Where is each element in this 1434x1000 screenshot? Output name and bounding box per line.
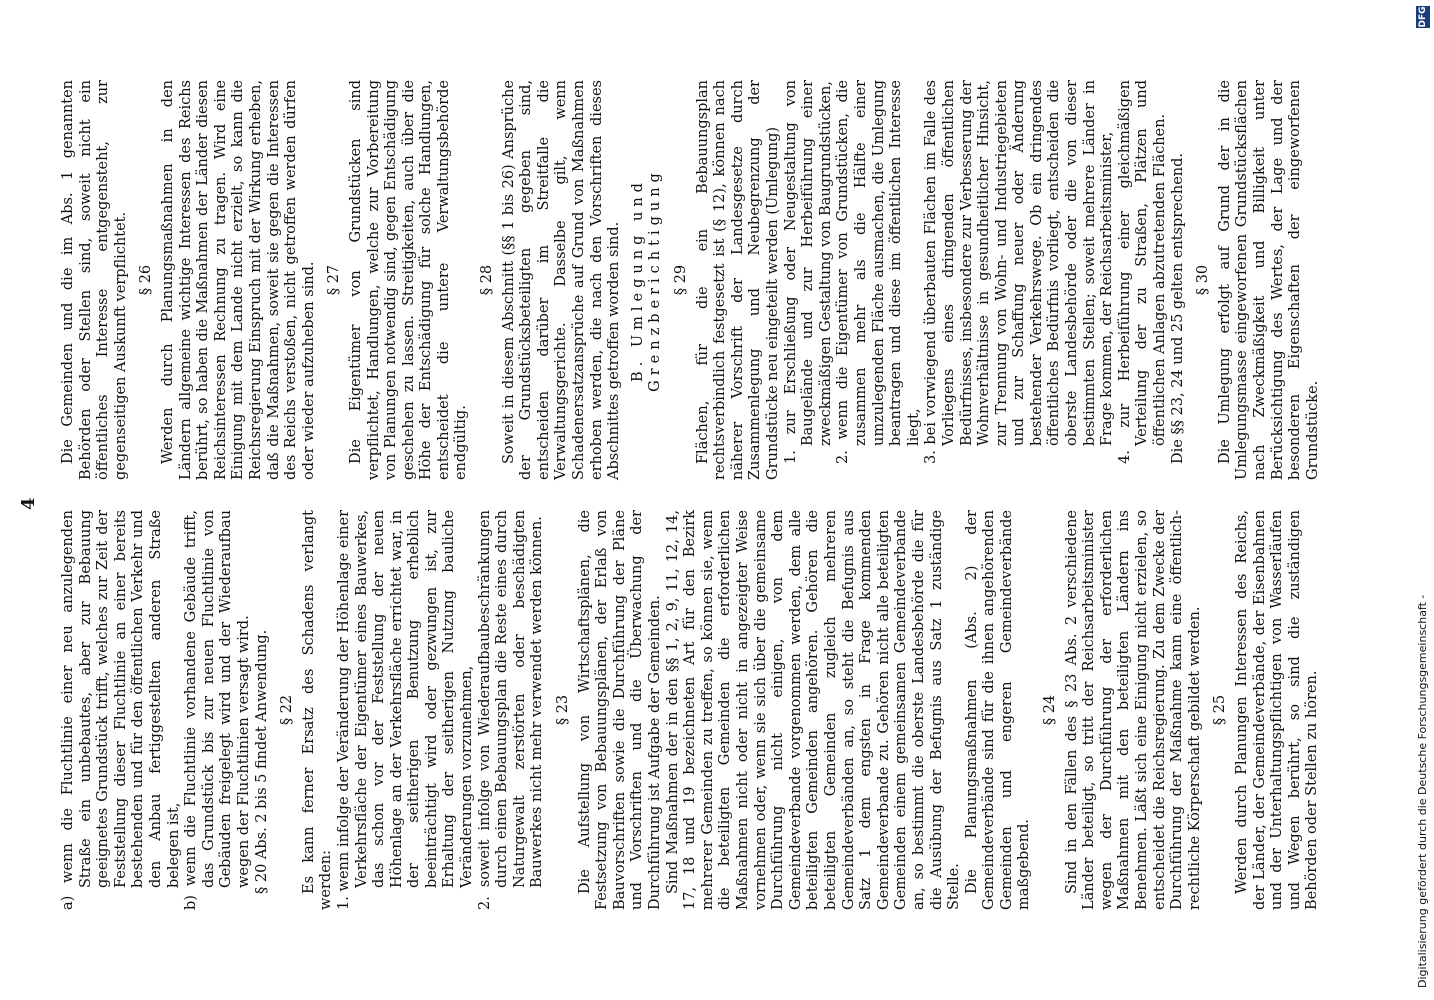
section-29-item-3: 3. bei vorwiegend überbauten Flächen im Falle des Vorliegens eines dringenden öffentlichen Bedürfnisses, insbesondere zur Verbesserung der Wohnverhältnisse in gesundheitlicher Hinsicht, zur Trennung von Wohn- und Industriegebieten und zur Schaffung neuer oder Änderung bestehender Verkehrswege. Ob ein dringendes öffentliches Bedürfnis vorliegt, entscheiden die oberste Landesbehörde oder die von dieser bestimmten Stellen; soweit mehrere Länder in Frage kommen, der Reichsarbeitsminister,: [923, 80, 1116, 464]
section-22-intro: Es kann ferner Ersatz des Schadens verlangt werden:: [300, 510, 335, 910]
section-23-title: § 23: [555, 694, 572, 726]
section-25-paragraph: Werden durch Planungen Interessen des Reichs, der Länder, der Gemeindeverbände, der Eisenbahnen und der Unterhaltungspflichtigen von Wasserläufen und Wegen berührt, so sind die zuständigen Behörden oder Stellen zu hören.: [1234, 510, 1321, 910]
section-23-paragraph-3: Die Planungsmaßnahmen (Abs. 2) der Gemeindeverbände sind für die ihnen angehörenden Gemeinden und engeren Gemeindeverbände maßgebend.: [963, 510, 1033, 910]
footer: [1414, 0, 1434, 1000]
section-30-title: § 30: [1195, 264, 1212, 296]
section-26-title: § 26: [138, 264, 155, 296]
section-29-title: § 29: [673, 264, 689, 296]
left-column: [60, 510, 1322, 910]
funding-note: Digitalisierung gefördert durch die Deutsche Forschungsgemeinschaft -: [1416, 594, 1429, 988]
clause-b-note: § 20 Abs. 2 bis 5 findet Anwendung.: [253, 629, 270, 894]
section-24-title: § 24: [1042, 694, 1059, 726]
page-number: 4: [18, 497, 39, 510]
section-29-item-2: 2. wenn die Eigentümer von Grundstücken, die zusammen mehr als die Hälfte einer umzulegenden Fläche ausmachen, die Umlegung beantragen und diese im öffentlichen Interesse liegt,: [835, 80, 922, 464]
section-24-paragraph: Sind in den Fällen des § 23 Abs. 2 verschiedene Länder beteiligt, so tritt der Reichsarbeitsminister wegen der Durchführung der erforderlichen Maßnahmen mit den beteiligten Ländern ins Benehmen. Läßt sich eine Einigung nicht erzielen, so entscheidet die Reichsregierung. Zu dem Zwecke der Durchführung der Maßnahme kann eine öffentlich-rechtliche Körperschaft gebildet werden.: [1063, 510, 1203, 910]
section-28-title: § 28: [479, 264, 496, 296]
section-25-continuation: Die Gemeinden und die im Abs. 1 genannten Behörden oder Stellen sind, soweit nicht ein öffentliches Interesse entgegensteht, zur gegenseitigen Auskunft verpflichtet.: [60, 80, 129, 480]
section-26-paragraph: Werden durch Planungsmaßnahmen in den Ländern allgemeine wichtige Interessen des Reichs berührt, so haben die Maßnahmen der Länder diesen Reichsinteressen Rechnung zu tragen. Wird eine Einigung mit dem Lande nicht erzielt, so kann die Reichsregierung Einspruch mit der Wirkung erheben, daß die Maßnahmen, soweit sie gegen die Interessen des Reichs verstoßen, nicht getroffen werden dürfen oder wieder aufzuheben sind.: [159, 80, 317, 480]
section-25-title: § 25: [1212, 694, 1229, 726]
section-23-paragraph-1: Die Aufstellung von Wirtschaftsplänen, die Festsetzung von Bebauungsplänen, der Erlaß von Bauvorschriften sowie die Durchführung der Pläne und Vorschriften und die Überwachung der Durchführung ist Aufgabe der Gemeinden.: [576, 510, 663, 910]
section-27-title: § 27: [326, 264, 343, 296]
section-29-item-4: 4. zur Herbeiführung einer gleichmäßigen Verteilung der zu Straßen, Plätzen und öffentlichen Anlagen abzutretenden Flächen.: [1116, 80, 1169, 464]
section-b-heading: B. Umlegung und Grenzberichtigung: [629, 168, 664, 392]
section-29-intro: Flächen, für die ein Bebauungsplan rechtsverbindlich festgesetzt ist (§ 12), können nach näherer Vorschrift der Landesgesetze durch Zusammenlegung und Neubegrenzung der Grundstücke neu eingeteilt werden (Umlegung): [694, 80, 781, 480]
dfg-logo: DFG: [1418, 6, 1428, 28]
section-28-paragraph: Soweit in diesem Abschnitt (§§ 1 bis 26) Ansprüche der Grundstücksbeteiligten gegeben sind, entscheiden darüber im Streitfalle die Verwaltungsgerichte. Dasselbe gilt, wenn Schadenersatzansprüche auf Grund von Maßnahmen erhoben werden, die nach den Vorschriften dieses Abschnittes getroffen worden sind.: [500, 80, 623, 480]
section-22-item-1: 1. wenn infolge der Veränderung der Höhenlage einer Verkehrsfläche der Eigentümer eines Bauwerkes, das schon vor der Feststellung der neuen Höhenlage an der Verkehrsfläche errichtet war, in der seitherigen Benutzung erheblich beeinträchtigt wird oder gezwungen ist, zur Erhaltung der seitherigen Nutzung bauliche Veränderungen vorzunehmen,: [335, 510, 476, 910]
clause-a: a) wenn die Fluchtlinie einer neu anzulegenden Straße ein unbebautes, aber zur Bebauung geeignetes Grundstück trifft, welches zur Zeit der Feststellung dieser Fluchtlinie an einer bereits bestehenden und für den öffentlichen Verkehr und den Anbau fertiggestellten anderen Straße belegen ist,: [60, 510, 182, 910]
section-29-closing: Die §§ 23, 24 und 25 gelten entsprechend.: [1169, 152, 1186, 464]
section-29-item-1: 1. zur Erschließung oder Neugestaltung von Baugelände und zur Herbeiführung einer zweckmäßigen Gestaltung von Baugrundstücken,: [782, 80, 834, 464]
section-30-paragraph: Die Umlegung erfolgt auf Grund der in die Umlegungsmasse eingeworfenen Grundstücksflächen nach Zweckmäßigkeit und Billigkeit unter Berücksichtigung des Wertes, der Lage und der besonderen Eigenschaften der eingeworfenen Grundstücke.: [1216, 80, 1321, 480]
clause-b: b) wenn die Fluchtlinie vorhandene Gebäude trifft, das Grundstück bis zur neuen Fluchtlinie von Gebäuden freigelegt wird und der Wiederaufbau wegen der Fluchtlinien versagt wird.: [183, 510, 252, 910]
section-27-paragraph: Die Eigentümer von Grundstücken sind verpflichtet, Handlungen, welche zur Vorbereitung von Planungen notwendig sind, gegen Entschädigung geschehen zu lassen. Streitigkeiten, auch über die Höhe der Entschädigung für solche Handlungen, entscheidet die untere Verwaltungsbehörde endgültig.: [347, 80, 470, 480]
section-22-title: § 22: [279, 694, 296, 726]
section-22-item-2: 2. soweit infolge von Wiederaufbaubeschränkungen durch einen Bebauungsplan die Reste eines durch Naturgewalt zerstörten oder beschädigten Bauwerkes nicht mehr verwendet werden können.: [476, 510, 546, 910]
section-23-paragraph-2: Sind Maßnahmen der in den §§ 1, 2, 9, 11, 12, 14, 17, 18 und 19 bezeichneten Art für den Bezirk mehrerer Gemeinden zu treffen, so können sie, wenn die beteiligten Gemeinden die erforderlichen Maßnahmen nicht oder nicht in angezeigter Weise vornehmen oder, wenn sie sich über die gemeinsame Durchführung nicht einigen, von dem Gemeindeverbande vorgenommen werden, dem alle beteiligten Gemeinden angehören. Gehören die beteiligten Gemeinden zugleich mehreren Gemeindeverbänden an, so steht die Befugnis aus Satz 1 dem engsten in Frage kommenden Gemeindeverbande zu. Gehören nicht alle beteiligten Gemeinden einem gemeinsamen Gemeindeverbande an, so bestimmt die oberste Landesbehörde die für die Ausübung der Befugnis aus Satz 1 zuständige Stelle.: [664, 510, 963, 910]
right-column: [60, 80, 1322, 480]
